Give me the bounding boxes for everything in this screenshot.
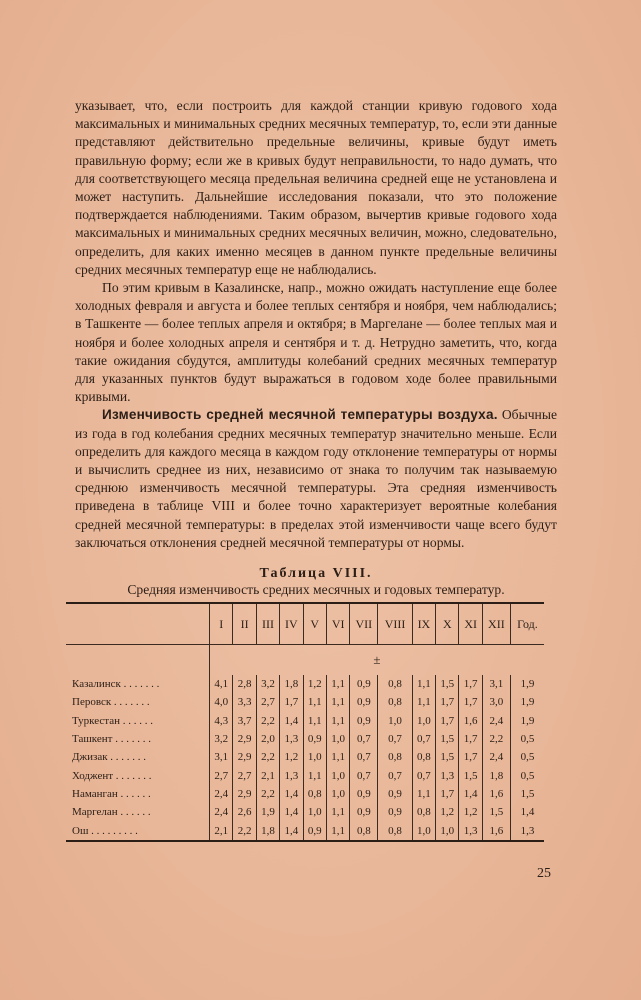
table-cell: 1,9 [510,675,544,693]
table-cell: 0,7 [378,730,412,748]
station-name: Казалинск . . . . . . . [72,678,160,691]
sign-row [66,645,544,676]
table-cell: 2,7 [256,693,279,711]
col-header: XII [482,603,510,645]
table-title: Таблица VIII. [259,566,373,581]
table-cell: 1,7 [436,785,459,803]
station-name: Ош . . . . . . . . . [72,824,138,837]
table-cell: 1,2 [436,803,459,821]
table-cell: 1,8 [482,766,510,784]
table-cell: 0,9 [350,675,378,693]
table-cell: 0,8 [350,821,378,840]
table-cell: 0,8 [378,821,412,840]
col-header: Год. [510,603,544,645]
table-row [66,821,544,840]
table-row [66,675,544,693]
table-cell: 0,5 [510,748,544,766]
table-cell: 0,9 [378,803,412,821]
table-cell: 1,0 [436,821,459,840]
station-name: Туркестан . . . . . . [72,714,153,727]
table-cell: 0,7 [350,748,378,766]
table-cell: 0,5 [510,730,544,748]
table-cell: 0,8 [303,785,326,803]
table-cell: 1,4 [280,712,303,730]
table-cell: 1,0 [303,803,326,821]
col-header: IX [412,603,435,645]
col-header: VII [350,603,378,645]
table-cell: 1,3 [280,730,303,748]
station-name: Перовск . . . . . . . [72,696,150,709]
table-cell: 1,0 [326,730,349,748]
table-cell: 2,7 [210,766,233,784]
station-name: Ташкент . . . . . . . [72,733,151,746]
station-name: Маргелан . . . . . . [72,806,151,819]
table-cell: 1,9 [510,693,544,711]
table-cell: 1,8 [256,821,279,840]
table-cell: 3,2 [210,730,233,748]
col-header: XI [459,603,482,645]
station-name: Ходжент . . . . . . . [72,769,152,782]
table-cell: 1,7 [280,693,303,711]
table-cell: 3,3 [233,693,256,711]
table-cell: 1,1 [326,821,349,840]
table-cell: 1,1 [303,766,326,784]
table-cell: 1,7 [436,712,459,730]
table-cell: 1,1 [303,712,326,730]
table-cell: 1,1 [303,693,326,711]
table-cell: 0,8 [412,803,435,821]
col-header: V [303,603,326,645]
table-cell: 0,7 [378,766,412,784]
table-cell: 1,3 [280,766,303,784]
table-cell: 1,5 [459,766,482,784]
table-cell: 3,0 [482,693,510,711]
table-cell: 1,1 [326,803,349,821]
table-cell: 1,0 [378,712,412,730]
table-row [66,785,544,803]
table-header-row [66,603,544,645]
table-cell: 2,4 [482,712,510,730]
table-cell: 1,5 [482,803,510,821]
paragraph-3-text: Обычные из года в год колебания средних месячных температур значительно меньше. Если определить для каждого месяца в каждом году отклонение температуры от нормы и вычислить среднее из них, независимо от знака то получим так называемую среднюю изменчивость месячной температуры. Эта средняя изменчивость приведена в таблице VIII и более точно характеризует вероятные колебания средней месячной температуры: в пределах этой изменчивости чаще всего будут заключаться отклонения средней месячной температуры от нормы. [75,407,557,550]
table-cell: 1,3 [459,821,482,840]
table-cell: 1,0 [412,712,435,730]
table-cell: 3,1 [210,748,233,766]
table-cell: 1,6 [482,821,510,840]
table-cell: 0,7 [350,730,378,748]
table-cell: 1,8 [280,675,303,693]
paragraph-1: указывает, что, если построить для каждой станции кривую годового хода максимальных и минимальных средних месячных температур, то, если эти данные представляют действительно предельные величины, кривые будут иметь правильную форму; если же в кривых будут неправильности, то надо думать, что для соответствующего месяца предельная величина средней еще не установлена и может наступить. Дальнейшие исследования показали, что это положение подтверждается наблюдениями. Таким образом, вычертив кривые годового хода максимальных и минимальных средних месячных величин, можно, следовательно, определить, для каких именно месяцев в данном пункте предельные величины средних месячных температур еще не наблюдались. [75,98,557,277]
table-row [66,693,544,711]
table-cell: 1,1 [412,785,435,803]
table-cell: 4,0 [210,693,233,711]
table-cell: 2,2 [482,730,510,748]
table-cell: 1,0 [412,821,435,840]
table-cell: 2,4 [210,785,233,803]
table-cell: 1,4 [459,785,482,803]
col-header: III [256,603,279,645]
table-cell: 3,2 [256,675,279,693]
table-cell: 1,5 [436,748,459,766]
col-header: X [436,603,459,645]
table-cell: 1,5 [436,730,459,748]
table-cell: 1,7 [436,693,459,711]
body-text [75,97,557,552]
table-cell: 0,9 [350,712,378,730]
table-cell: 0,8 [378,675,412,693]
variability-table [66,602,544,842]
table-cell: 1,4 [280,803,303,821]
table-cell: 1,3 [510,821,544,840]
page-number: 25 [537,866,551,881]
table-cell: 0,8 [378,693,412,711]
table-cell: 1,3 [436,766,459,784]
table-cell: 2,9 [233,785,256,803]
table-cell: 1,7 [459,748,482,766]
table-row [66,766,544,784]
table-cell: 2,2 [256,748,279,766]
table-cell: 1,1 [326,693,349,711]
table-cell: 0,8 [378,748,412,766]
table-cell: 1,7 [459,675,482,693]
table-cell: 2,1 [210,821,233,840]
table-cell: 1,9 [256,803,279,821]
section-heading: Изменчивость средней месячной температуры воздуха. [102,407,498,423]
table-cell: 2,1 [256,766,279,784]
col-header: VIII [378,603,412,645]
table-subtitle: Средняя изменчивость средних месячных и годовых температур. [127,582,505,597]
table-cell: 3,7 [233,712,256,730]
table-cell: 1,0 [326,766,349,784]
table-cell: 2,4 [482,748,510,766]
table-cell: 1,0 [326,785,349,803]
table-cell: 1,2 [280,748,303,766]
table-cell: 1,0 [303,748,326,766]
table-cell: 1,1 [326,712,349,730]
table-cell: 2,9 [233,730,256,748]
table-cell: 2,2 [256,785,279,803]
table-cell: 0,7 [412,766,435,784]
table-cell: 1,1 [412,675,435,693]
table-cell: 1,5 [510,785,544,803]
table-cell: 0,9 [303,730,326,748]
table-cell: 0,9 [378,785,412,803]
table-cell: 2,8 [233,675,256,693]
header-stub [66,603,210,645]
col-header: II [233,603,256,645]
table-cell: 1,5 [436,675,459,693]
table-cell: 2,0 [256,730,279,748]
table-cell: 0,7 [350,766,378,784]
table-cell: 1,1 [412,693,435,711]
table-cell: 1,2 [459,803,482,821]
table-cell: 1,2 [303,675,326,693]
table-cell: 0,9 [350,803,378,821]
table-cell: 1,9 [510,712,544,730]
paragraph-3 [75,406,557,552]
plus-minus-sign: ± [210,645,545,676]
sign-row-stub [66,645,210,676]
table-cell: 1,7 [459,730,482,748]
table-row [66,730,544,748]
table-cell: 1,6 [459,712,482,730]
table-cell: 4,1 [210,675,233,693]
table-cell: 2,2 [256,712,279,730]
table-row [66,803,544,821]
table-cell: 3,1 [482,675,510,693]
table-cell: 4,3 [210,712,233,730]
table-cell: 1,6 [482,785,510,803]
table-cell: 0,9 [303,821,326,840]
table-cell: 0,5 [510,766,544,784]
table-cell: 2,7 [233,766,256,784]
table-cell: 2,2 [233,821,256,840]
table-cell: 1,4 [510,803,544,821]
table-cell: 2,6 [233,803,256,821]
col-header: VI [326,603,349,645]
table-cell: 2,9 [233,748,256,766]
col-header: I [210,603,233,645]
table-cell: 1,4 [280,785,303,803]
table-cell: 2,4 [210,803,233,821]
table-cell: 1,1 [326,675,349,693]
station-name: Наманган . . . . . . [72,787,151,800]
table-cell: 0,7 [412,730,435,748]
table-row [66,712,544,730]
table-row [66,748,544,766]
table-cell: 1,7 [459,693,482,711]
table-cell: 0,9 [350,693,378,711]
table-cell: 1,4 [280,821,303,840]
table-cell: 1,1 [326,748,349,766]
station-name: Джизак . . . . . . . [72,751,147,764]
table-cell: 0,8 [412,748,435,766]
col-header: IV [280,603,303,645]
paragraph-2: По этим кривым в Казалинске, напр., можно ожидать наступление еще более холодных февраля и августа и более теплых сентября и ноября, чем наблюдались; в Ташкенте — более теплых апреля и октября; в Маргелане — более теплых мая и ноября и более холодных апреля и сентября и т. д. Нетрудно заметить, что, когда такие ожидания сбудутся, амплитуды колебаний средних месячных температур для указанных пунктов будут выражаться в годовом ходе более правильными кривыми. [75,280,557,405]
table-cell: 0,9 [350,785,378,803]
